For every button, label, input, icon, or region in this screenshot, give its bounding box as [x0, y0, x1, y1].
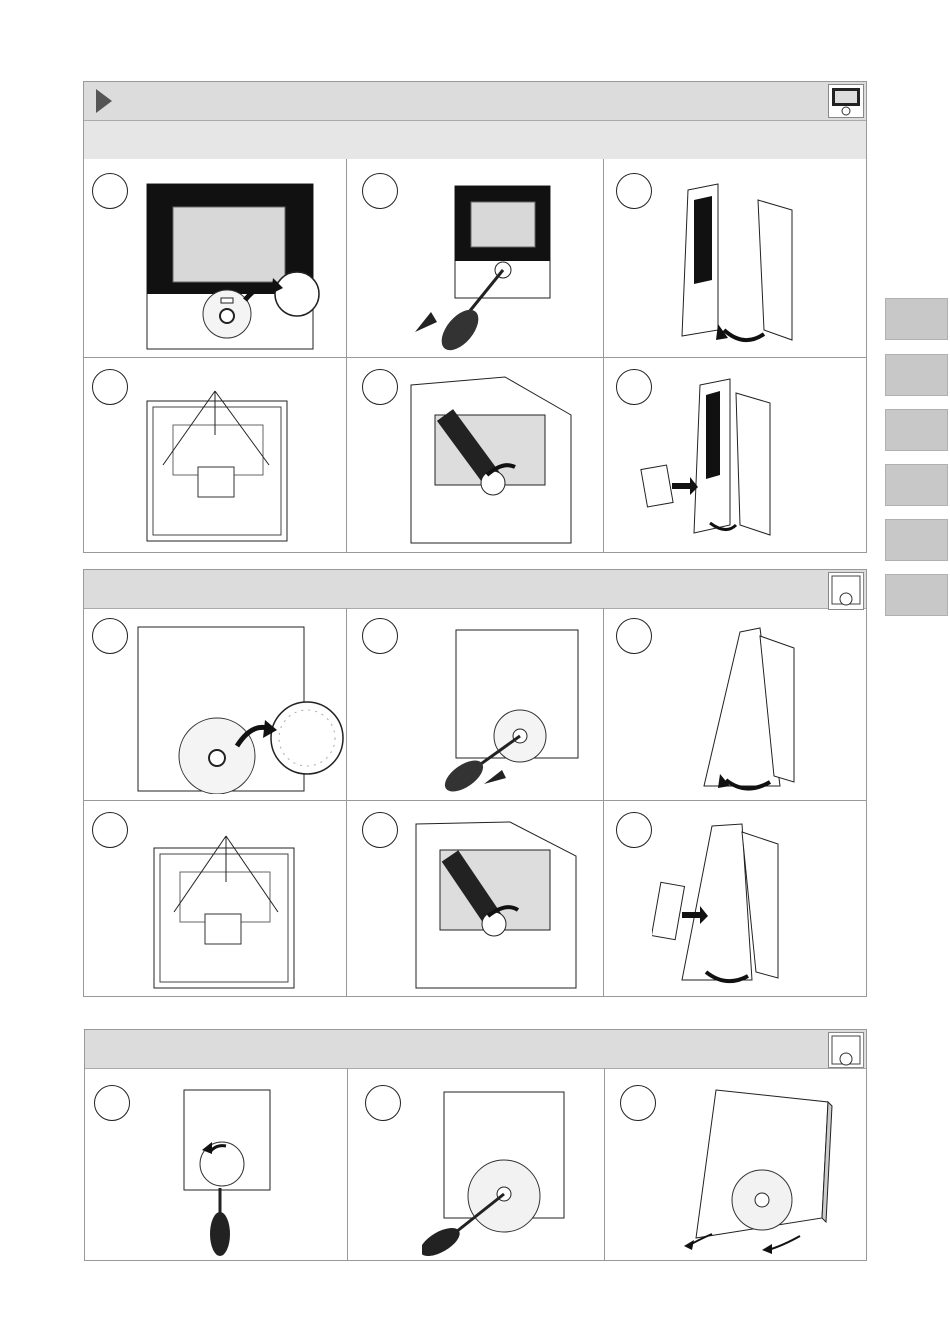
tilt-display-illustration — [668, 180, 808, 350]
step-3-1 — [94, 1085, 130, 1121]
reattach-display-illustration — [640, 375, 790, 545]
back-plate-illustration-2 — [150, 832, 300, 992]
thermostat-display-icon — [828, 84, 864, 118]
step-1-1 — [92, 173, 128, 209]
step-1-3 — [616, 173, 652, 209]
side-tab-5[interactable] — [885, 519, 948, 561]
thermostat-dial-icon — [828, 572, 864, 610]
rotate-knob-illustration — [182, 1088, 282, 1258]
step-2-2 — [362, 618, 398, 654]
remove-knob-illustration — [145, 182, 325, 352]
triangle-icon — [94, 88, 114, 114]
thermostat-basic-icon — [828, 1032, 864, 1068]
step-2-6 — [616, 812, 652, 848]
battery-illustration-2 — [410, 820, 580, 990]
step-1-4 — [92, 369, 128, 405]
step-2-5 — [362, 812, 398, 848]
tilt-dial-illustration — [690, 626, 810, 796]
step-1-5 — [362, 369, 398, 405]
step-3-2 — [365, 1085, 401, 1121]
battery-illustration — [405, 375, 575, 545]
screwdriver-display-illustration — [405, 182, 565, 357]
tilt-plate-illustration — [682, 1088, 837, 1258]
screwdriver-plate-illustration — [422, 1088, 572, 1258]
back-plate-illustration — [143, 385, 293, 545]
section-1-subheader — [84, 121, 866, 159]
screwdriver-dial-illustration — [420, 626, 590, 796]
section-1-header — [84, 82, 866, 121]
reattach-dial-illustration — [652, 822, 792, 992]
section-3-header — [85, 1030, 866, 1069]
step-2-1 — [92, 618, 128, 654]
step-1-2 — [362, 173, 398, 209]
step-2-3 — [616, 618, 652, 654]
remove-dial-illustration — [137, 626, 347, 794]
side-tab-6[interactable] — [885, 574, 948, 616]
side-tab-2[interactable] — [885, 354, 948, 396]
step-2-4 — [92, 812, 128, 848]
side-tab-4[interactable] — [885, 464, 948, 506]
side-tab-1[interactable] — [885, 298, 948, 340]
section-2-header — [84, 570, 866, 609]
side-tab-3[interactable] — [885, 409, 948, 451]
step-3-3 — [620, 1085, 656, 1121]
